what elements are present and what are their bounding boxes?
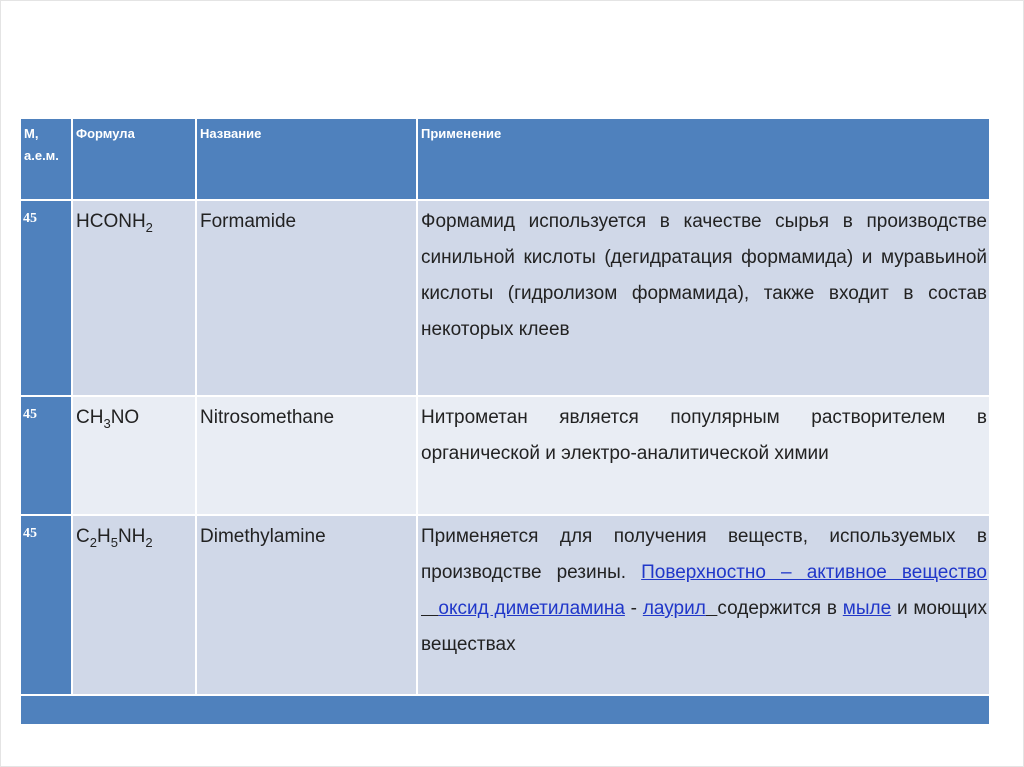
header-mass: М, а.е.м. [20, 118, 72, 200]
lauryl-link[interactable]: лаурил [642, 598, 706, 619]
table-row [20, 200, 990, 396]
contained-text: содержится в [717, 598, 837, 619]
surfactant-link[interactable]: Поверхностно – активное вещество [641, 562, 987, 583]
table-header-row [20, 118, 990, 200]
formula-cell: $C_2H_5NH_2$ [72, 515, 196, 695]
header-application: Применение [417, 118, 990, 200]
header-formula: Формула [72, 118, 196, 200]
mass-cell: 45 [20, 200, 72, 396]
separator-text: - [624, 598, 643, 619]
dimethylamine-oxide-link[interactable]: оксид диметиламина [438, 598, 625, 619]
table-footer-row [20, 695, 990, 725]
application-text: Применяется для получения веществ, используемых в производстве резины. [421, 526, 987, 583]
table-row [20, 515, 990, 695]
formula-cell: $HCONH_2$ [72, 200, 196, 396]
table-row [20, 396, 990, 515]
mass-cell: 45 [20, 396, 72, 515]
application-cell: Формамид используется в качестве сырья в производстве синильной кислоты (дегидратация формамида) и муравьиной кислоты (гидролизом формамида), также входит в состав некоторых клеев [417, 200, 990, 396]
compounds-table [19, 117, 991, 726]
application-cell: Нитрометан является популярным растворителем в органической и электро-аналитической химии [417, 396, 990, 515]
name-cell: Formamide [196, 200, 417, 396]
application-cell [417, 515, 990, 695]
detergents-text: и моющих веществах [421, 598, 987, 655]
footer-cell [20, 695, 990, 725]
header-name: Название [196, 118, 417, 200]
mass-cell: 45 [20, 515, 72, 695]
name-cell: Nitrosomethane [196, 396, 417, 515]
soap-link[interactable]: мыле [842, 598, 892, 619]
name-cell: Dimethylamine [196, 515, 417, 695]
formula-cell: $CH_3NO$ [72, 396, 196, 515]
